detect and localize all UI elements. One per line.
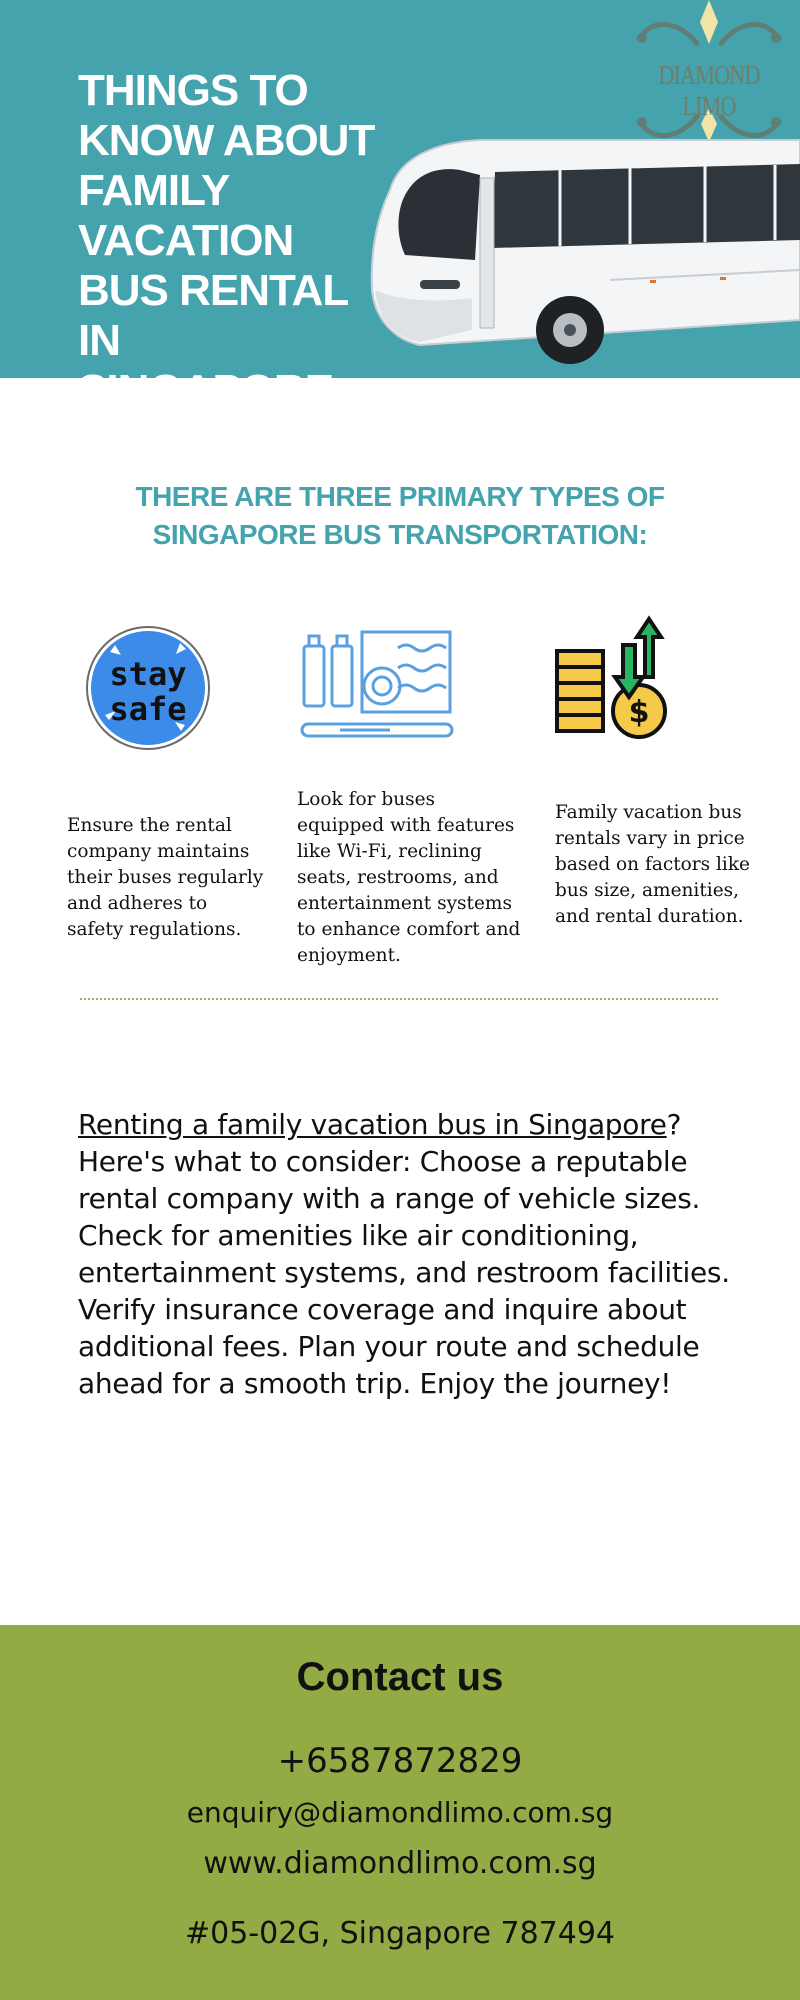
- website-link[interactable]: www.diamondlimo.com.sg: [203, 1846, 597, 1881]
- price-description: Family vacation bus rentals vary in price based on factors like bus size, amenities, and rental duration.: [555, 802, 750, 927]
- safe-text: safe: [109, 690, 187, 728]
- price-coins-icon: [553, 615, 675, 747]
- contact-title: Contact us: [296, 1655, 504, 1699]
- stay-safe-icon: [85, 625, 211, 751]
- article-paragraph: [78, 1106, 738, 1402]
- address: #05-02G, Singapore 787494: [184, 1916, 616, 1951]
- svg-text:$: $: [628, 695, 650, 730]
- stay-text: stay: [109, 655, 187, 693]
- amenities-description: Look for buses equipped with features like Wi-Fi, reclining seats, restrooms, and entertainment systems to enhance comfort and enjoyment.: [297, 789, 521, 966]
- safety-description: Ensure the rental company maintains their buses regularly and adheres to safety regulations.: [67, 815, 264, 940]
- phone-number[interactable]: +6587872829: [277, 1741, 523, 1781]
- email-address[interactable]: enquiry@diamondlimo.com.sg: [186, 1796, 614, 1829]
- amenities-icon: [300, 628, 456, 746]
- diamond-limo-logo: [618, 0, 800, 150]
- dotted-divider: [80, 998, 718, 1000]
- hero-banner: [0, 0, 800, 415]
- contact-section: [0, 1625, 800, 2000]
- renting-bus-link[interactable]: Renting a family vacation bus in Singapore: [78, 1108, 667, 1141]
- article-body: ? Here's what to consider: Choose a reputable rental company with a range of vehicle sizes. Check for amenities like air conditioning, entertainment systems, and restroom facilities. Verify insurance coverage and inquire about additional fees. Plan your route and schedule ahead for a smooth trip. Enjoy the journey!: [78, 1108, 730, 1400]
- types-heading: THERE ARE THREE PRIMARY TYPES OF SINGAPORE BUS TRANSPORTATION:: [135, 481, 665, 550]
- hero-title: THINGS TO KNOW ABOUT FAMILY VACATION BUS RENTAL IN SINGAPORE: [78, 66, 375, 415]
- bus-icon: [360, 130, 800, 380]
- logo-text: DIAMOND LIMO: [658, 60, 760, 121]
